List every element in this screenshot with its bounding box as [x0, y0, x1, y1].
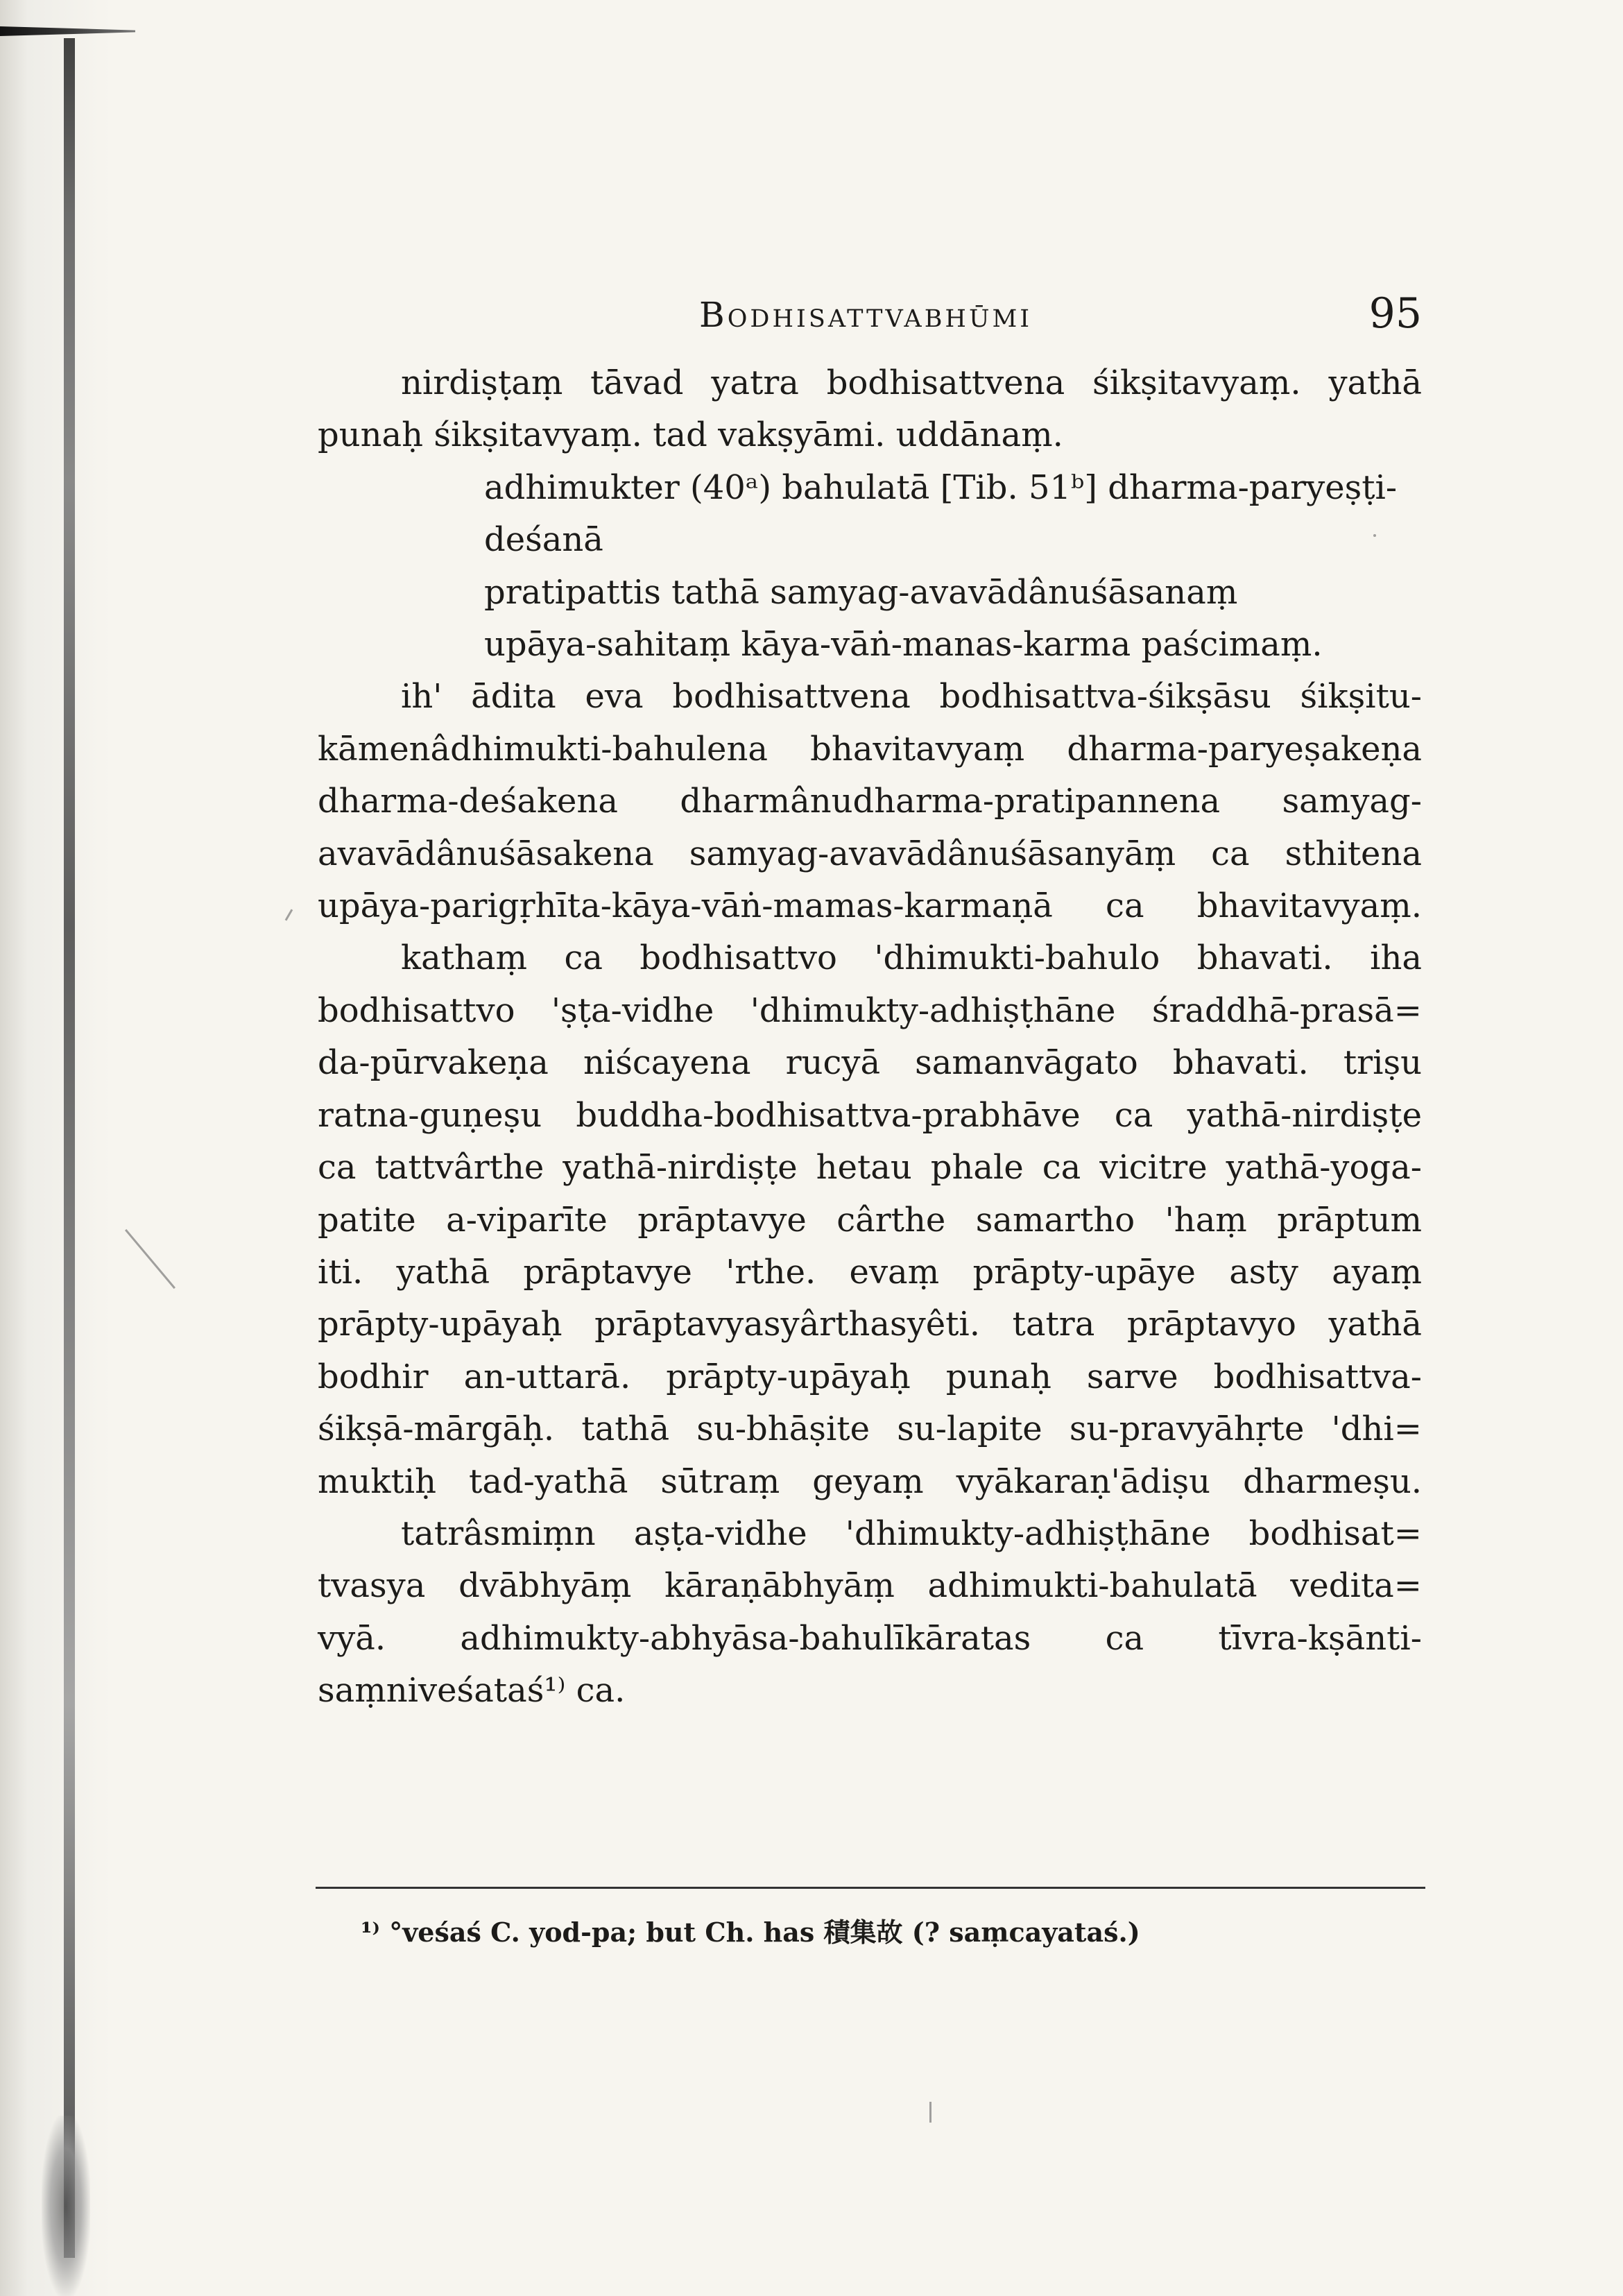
text-line: kāmenâdhimukti-bahulena bhavitavyaṃ dharma-paryeṣakeṇa	[318, 729, 1422, 769]
verse-line: adhimukter (40ᵃ) bahulatā [Tib. 51ᵇ] dharma-paryeṣṭi-	[484, 468, 1398, 507]
text-line: upāya-parigṛhīta-kāya-vāṅ-mamas-karmaṇā ca bhavitavyaṃ.	[318, 886, 1422, 926]
book-binding-shadow	[0, 0, 111, 2296]
text-line: ratna-guṇeṣu buddha-bodhisattva-prabhāve ca yathā-nirdiṣṭe	[318, 1095, 1422, 1135]
text-line: vyā. adhimukty-abhyāsa-bahulīkāratas ca tīvra-kṣānti-	[318, 1618, 1422, 1658]
page-number: 95	[1368, 289, 1422, 338]
page-header	[318, 274, 1422, 357]
text-line: dharma-deśakena dharmânudharma-pratipannena samyag-	[318, 782, 1422, 821]
text-line: iti. yathā prāptavye 'rthe. evaṃ prāpty-upāye asty ayaṃ	[318, 1252, 1422, 1292]
verse-line: upāya-sahitaṃ kāya-vāṅ-manas-karma paścimaṃ.	[484, 625, 1323, 665]
verse-line: deśanā	[484, 520, 603, 560]
text-line: nirdiṣṭaṃ tāvad yatra bodhisattvena śikṣitavyaṃ. yathā	[401, 363, 1422, 402]
text-line: saṃniveśataś¹⁾ ca.	[318, 1671, 626, 1711]
text-line: tatrâsmiṃn aṣṭa-vidhe 'dhimukty-adhiṣṭhāne bodhisat=	[401, 1514, 1422, 1553]
text-block	[318, 357, 1422, 1717]
text-line: ca tattvârthe yathā-nirdiṣṭe hetau phale ca vicitre yathā-yoga-	[318, 1148, 1422, 1188]
scan-speck	[929, 2102, 931, 2123]
text-line: śikṣā-mārgāḥ. tathā su-bhāṣite su-lapite su-pravyāhṛte 'dhi=	[318, 1410, 1422, 1449]
text-line: bodhir an-uttarā. prāpty-upāyaḥ punaḥ sarve bodhisattva-	[318, 1357, 1422, 1396]
text-line: da-pūrvakeṇa niścayena rucyā samanvāgato bhavati. triṣu	[318, 1043, 1422, 1083]
text-line: muktiḥ tad-yathā sūtraṃ geyaṃ vyākaraṇ'ādiṣu dharmeṣu.	[318, 1462, 1422, 1501]
verse-line: pratipattis tathā samyag-avavādânuśāsanaṃ	[484, 572, 1238, 612]
text-line: kathaṃ ca bodhisattvo 'dhimukti-bahulo bhavati. iha	[401, 939, 1422, 978]
scan-speck	[285, 909, 293, 920]
text-line: avavādânuśāsakena samyag-avavādânuśāsanyāṃ ca sthitena	[318, 834, 1422, 873]
scan-speck	[125, 1229, 175, 1289]
book-spine	[64, 38, 75, 2258]
text-line: prāpty-upāyaḥ prāptavyasyârthasyêti. tatra prāptavyo yathā	[318, 1305, 1422, 1344]
spine-foot-shadow	[42, 2116, 90, 2296]
text-line: tvasya dvābhyāṃ kāraṇābhyāṃ adhimukti-bahulatā vedita=	[318, 1566, 1422, 1606]
footnote-rule	[316, 1887, 1425, 1889]
page-body	[318, 274, 1422, 1717]
text-line: punaḥ śikṣitavyaṃ. tad vakṣyāmi. uddānaṃ.	[318, 415, 1063, 455]
text-line: ih' ādita eva bodhisattvena bodhisattva-śikṣāsu śikṣitu-	[401, 677, 1422, 717]
footnote: ¹⁾ °veśaś C. yod-pa; but Ch. has 積集故 (? saṃcayataś.)	[361, 1917, 1140, 1948]
scan-speck	[1373, 534, 1376, 537]
text-line: bodhisattvo 'ṣṭa-vidhe 'dhimukty-adhiṣṭhāne śraddhā-prasā=	[318, 991, 1422, 1030]
text-line: patite a-viparīte prāptavye cârthe samartho 'haṃ prāptum	[318, 1200, 1422, 1240]
running-title: Bodhisattvabhūmi	[699, 295, 1033, 335]
